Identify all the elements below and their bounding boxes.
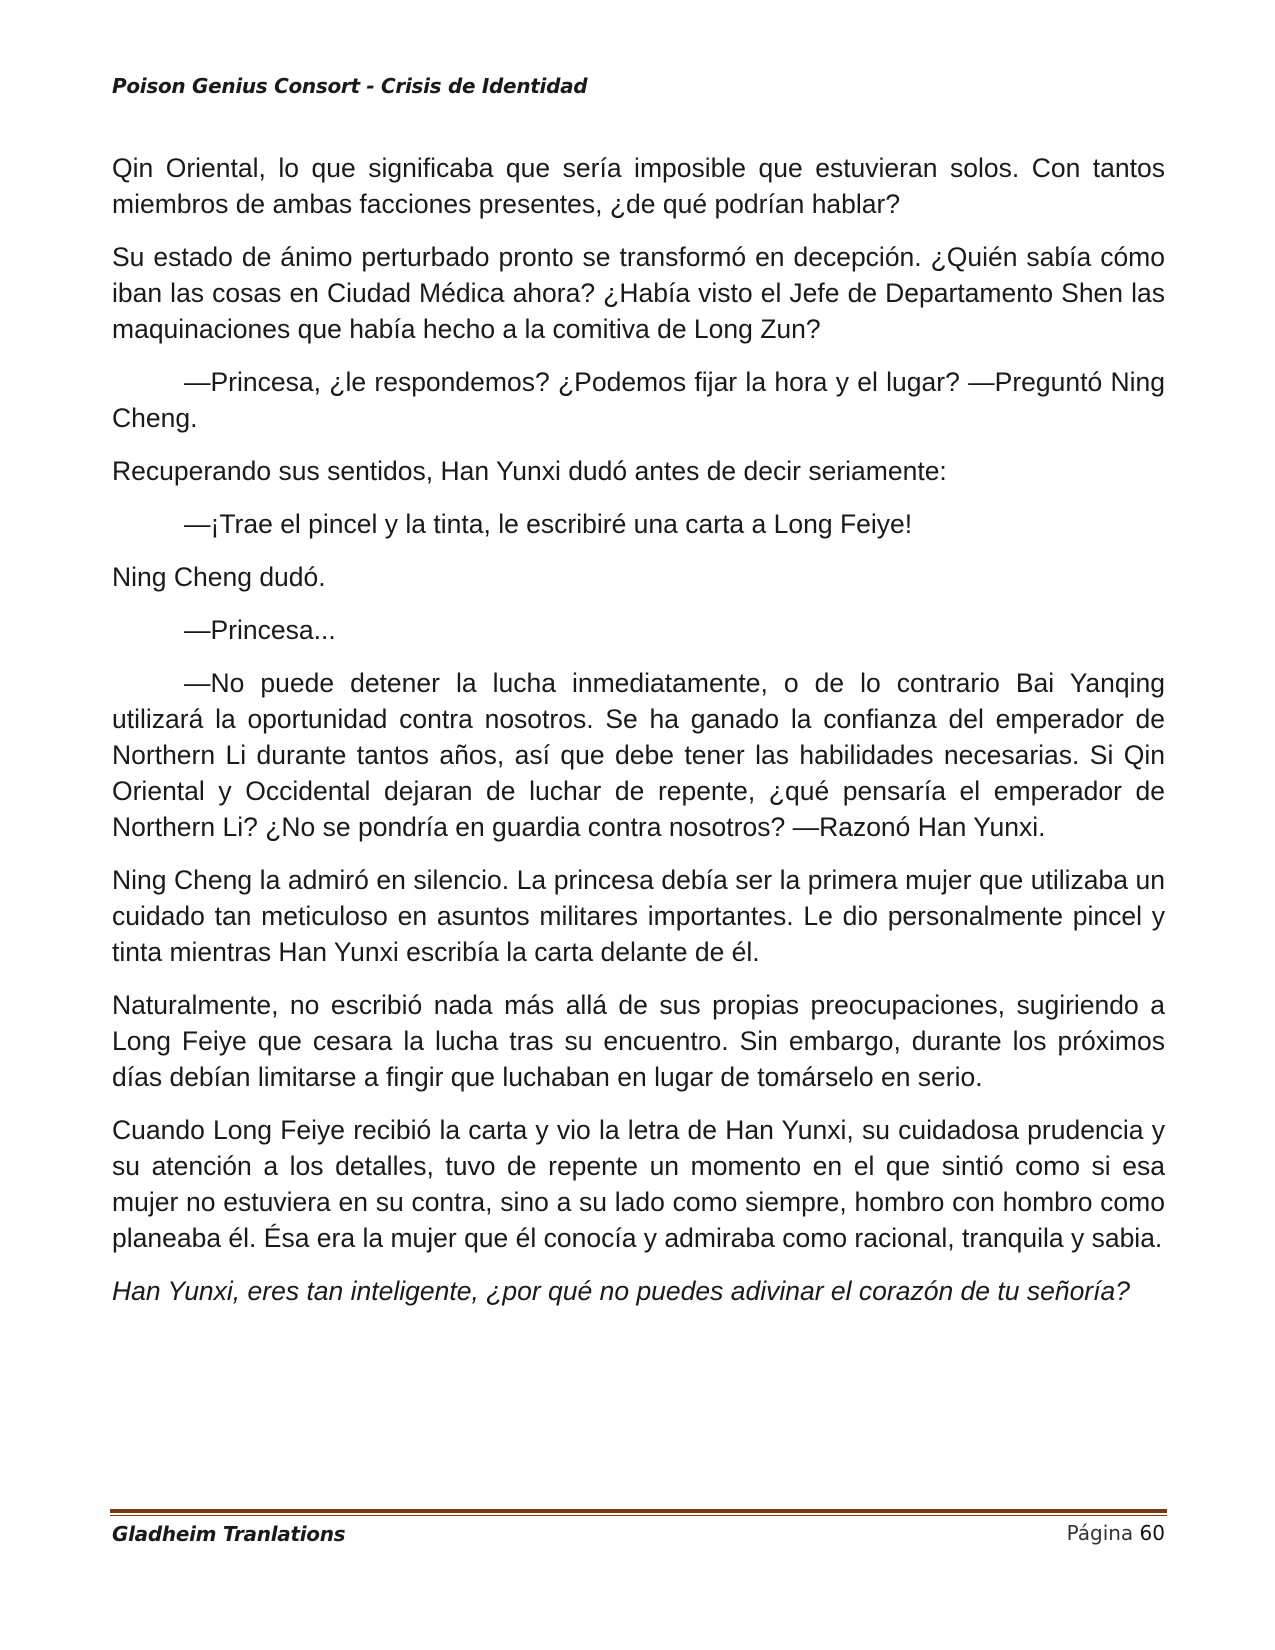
paragraph-8: —No puede detener la lucha inmediatamente, o de lo contrario Bai Yanqing utilizará la oportunidad contra nosotros. Se ha ganado la confianza del emperador de Northern Li durante tantos años, así que debe tener las habilidades necesarias. Si Qin Oriental y Occidental dejaran de luchar de repente, ¿qué pensaría el emperador de Northern Li? ¿No se pondría en guardia contra nosotros? —Razonó Han Yunxi. (112, 668, 1165, 842)
paragraph-12: Han Yunxi, eres tan inteligente, ¿por qué no puedes adivinar el corazón de tu señoría? (112, 1276, 1130, 1306)
paragraph-10: Naturalmente, no escribió nada más allá de sus propias preocupaciones, sugiriendo a Long Feiye que cesara la lucha tras su encuentro. Sin embargo, durante los próximos días debían limitarse a fingir que luchaban en lugar de tomárselo en serio. (112, 990, 1165, 1092)
footer-rule-thin (110, 1515, 1167, 1516)
page-label: Página (1066, 1521, 1134, 1545)
footer-rule (110, 1509, 1167, 1516)
paragraph-5: —¡Trae el pincel y la tinta, le escribiré una carta a Long Feiye! (184, 509, 913, 539)
paragraph-9: Ning Cheng la admiró en silencio. La princesa debía ser la primera mujer que utilizaba un cuidado tan meticuloso en asuntos militares importantes. Le dio personalmente pincel y tinta mientras Han Yunxi escribía la carta delante de él. (112, 865, 1165, 967)
paragraph-1: Qin Oriental, lo que significaba que sería imposible que estuvieran solos. Con tantos miembros de ambas facciones presentes, ¿de qué podrían hablar? (112, 153, 1165, 219)
running-header-title: Poison Genius Consort - Crisis de Identidad (112, 74, 588, 98)
paragraph-7: —Princesa... (184, 615, 336, 645)
page-number-label (1067, 1521, 1165, 1545)
paragraph-11: Cuando Long Feiye recibió la carta y vio la letra de Han Yunxi, su cuidadosa prudencia y su atención a los detalles, tuvo de repente un momento en el que sintió como si esa mujer no estuviera en su contra, sino a su lado como siempre, hombro con hombro como planeaba él. Ésa era la mujer que él conocía y admiraba como racional, tranquila y sabia. (112, 1115, 1165, 1253)
footer-credit: Gladheim Tranlations (112, 1522, 346, 1546)
page-number: 60 (1139, 1521, 1165, 1545)
page-body (112, 150, 1165, 1326)
paragraph-2: Su estado de ánimo perturbado pronto se transformó en decepción. ¿Quién sabía cómo iban las cosas en Ciudad Médica ahora? ¿Había visto el Jefe de Departamento Shen las maquinaciones que había hecho a la comitiva de Long Zun? (112, 242, 1165, 344)
paragraph-6: Ning Cheng dudó. (112, 562, 326, 592)
paragraph-3: —Princesa, ¿le respondemos? ¿Podemos fijar la hora y el lugar? —Preguntó Ning Cheng. (112, 367, 1165, 433)
paragraph-4: Recuperando sus sentidos, Han Yunxi dudó antes de decir seriamente: (112, 456, 947, 486)
footer-rule-thick (110, 1509, 1167, 1513)
